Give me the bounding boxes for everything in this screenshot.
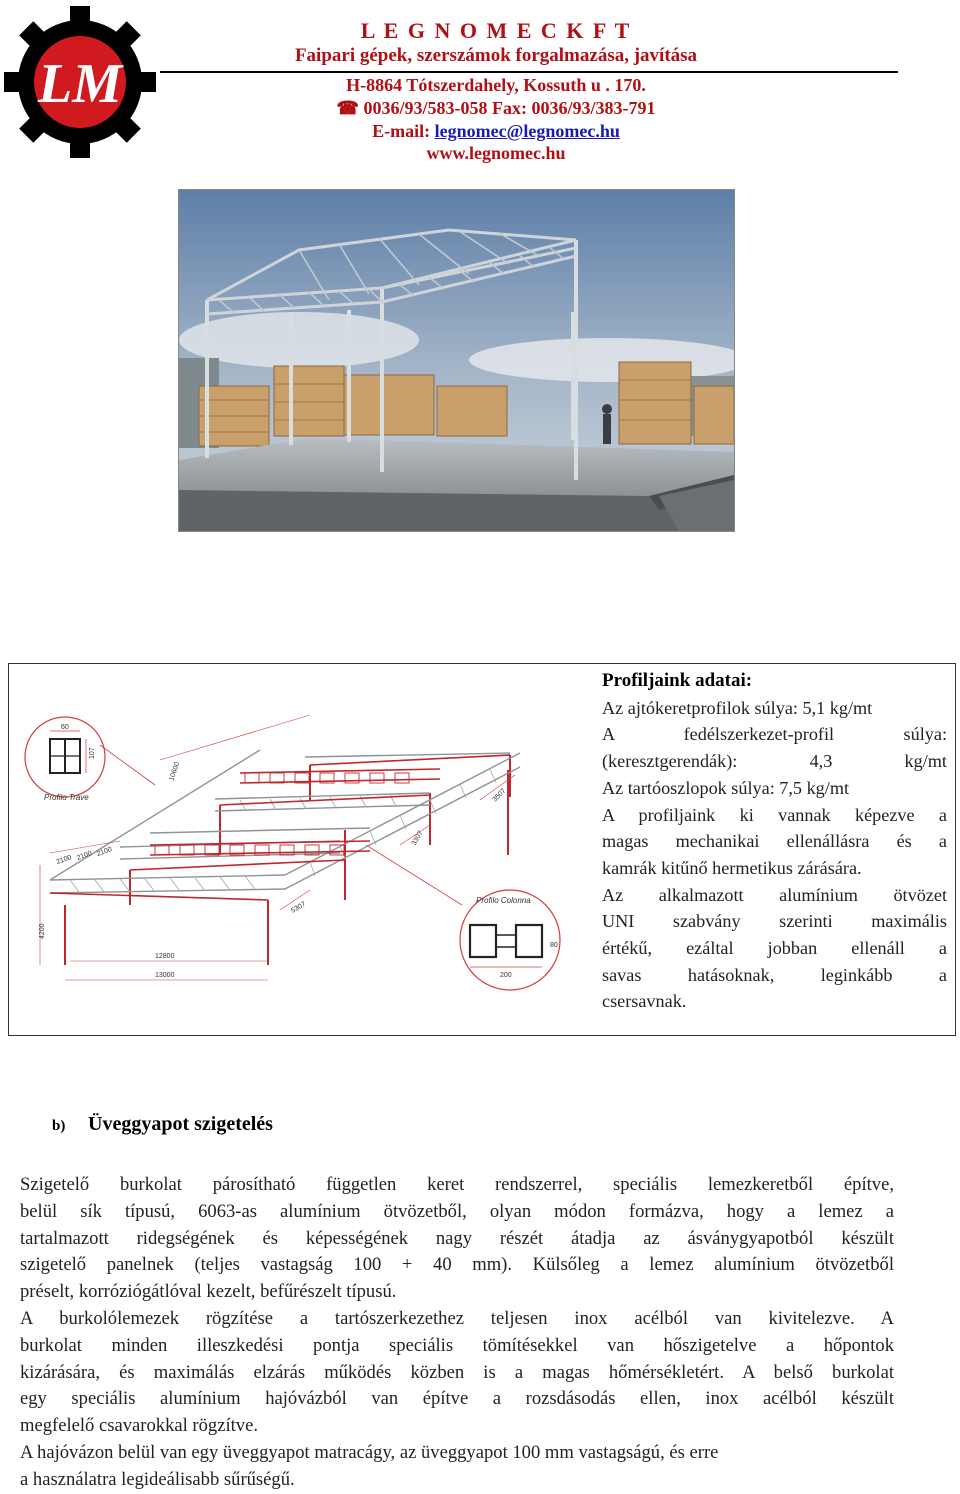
specs-line: csersavnak. [602,991,687,1012]
company-logo [4,6,156,158]
email-label: E-mail: [372,121,431,141]
specs-line: (keresztgerendák): 4,3 kg/mt [602,751,947,772]
profile-specs-text [602,668,947,1015]
logo-letters: LM [38,53,122,115]
paragraph-line: burkolat minden illeszkedési pontja speciális tömítésekkel van hőszigetelve a hőpontok [20,1334,894,1356]
company-email [262,121,730,142]
phone-fax-text: 0036/93/583-058 Fax: 0036/93/383-791 [363,98,656,118]
dim-2100-c: 2100 [95,846,113,859]
dim-5307: 5307 [290,900,308,915]
company-name: L E G N O M E C K F T [360,18,632,43]
dim-200: 200 [500,972,512,979]
specs-title: Profiljaink adatai: [602,670,753,691]
paragraph-line: kizárására, és maximálás elzárás működés közben is a magas hőmérsékletért. A belső burkolat [20,1361,894,1383]
dim-80: 80 [550,942,558,949]
structure-technical-drawing [10,665,592,1034]
paragraph-line: megfelelő csavarokkal rögzítve. [20,1415,258,1437]
paragraph-line: Szigetelő burkolat párosítható független keret rendszerrel, speciális lemezkeretből építve, [20,1174,894,1195]
specs-line: Az tartóoszlopok súlya: 7,5 kg/mt [602,777,850,798]
paragraph-line: a használatra legideálisabb sűrűségű. [20,1468,295,1490]
telephone-icon: ☎ [336,98,359,118]
specs-line: A fedélszerkezet-profil súlya: [602,724,947,745]
dim-2100-b: 2100 [75,850,93,863]
specs-line: Az ajtókeretprofilok súlya: 5,1 kg/mt [602,697,873,718]
header-divider [160,71,898,73]
dim-10600: 10600 [168,761,182,782]
paragraph-line: belül sík típusú, 6063-as alumínium ötvözetből, olyan módon formázva, hogy a lemez a [20,1200,894,1222]
paragraph-3 [20,1440,894,1494]
email-link[interactable]: legnomec@legnomec.hu [434,121,620,141]
dim-60: 60 [61,724,69,731]
specs-line: Az alkalmazott alumínium ötvözet [602,884,947,905]
label-profilo-trave: Profilo Trave [44,793,89,802]
beam-profile-detail [25,717,155,802]
paragraph-line: préselt, korróziógátlóval kezelt, befűrészelt típusú. [20,1281,397,1303]
company-phone [262,98,730,119]
dim-3307: 3307 [410,829,425,847]
column-profile-detail [366,845,560,990]
paragraph-line: tartalmazott ridegségének és képességének nagy részét átadja az ásványgyapotból készült [20,1227,894,1249]
paragraph-1 [20,1172,894,1306]
dim-12800: 12800 [155,953,175,960]
specs-line: savas hatásoknak, leginkább a [602,964,947,985]
paragraph-line: A hajóvázon belül van egy üveggyapot matracágy, az üveggyapot 100 mm vastagságú, és erre [20,1442,719,1463]
dim-13000: 13000 [155,972,175,979]
dim-3507: 3507 [491,787,508,804]
dim-2100-a: 2100 [55,854,73,867]
company-slogan: Faipari gépek, szerszámok forgalmazása, javítása [294,45,698,66]
specs-line: UNI szabvány szerinti maximális [602,911,947,932]
dim-4200: 4200 [39,923,46,939]
paragraph-line: A burkolólemezek rögzítése a tartószerkezethez teljesen inox acélból van kivitelezve. A [20,1308,894,1329]
specs-line: kamrák kitűnő hermetikus zárására. [602,857,862,878]
company-address: H-8864 Tótszerdahely, Kossuth u . 170. [346,75,646,95]
section-title: Üveggyapot szigetelés [88,1113,273,1135]
aluminium-frame-photo [178,189,735,532]
paragraph-line: egy speciális alumínium hajóvázból van építve a rozsdásodás ellen, inox acélból készült [20,1388,894,1410]
dim-107: 107 [89,747,96,759]
specs-line: magas mechanikai ellenállásra és a [602,831,947,852]
section-letter: b) [52,1118,66,1134]
specs-line: értékű, ezáltal jobban ellenáll a [602,938,947,959]
company-website: www.legnomec.hu [426,143,566,163]
paragraph-2 [20,1306,894,1440]
specs-line: A profiljaink ki vannak képezve a [602,804,947,825]
paragraph-line: szigetelő panelnek (teljes vastagság 100 + 40 mm). Külsőleg a lemez alumínium ötvözetből [20,1254,894,1276]
label-profilo-colonna: Profilo Colonna [476,896,531,905]
